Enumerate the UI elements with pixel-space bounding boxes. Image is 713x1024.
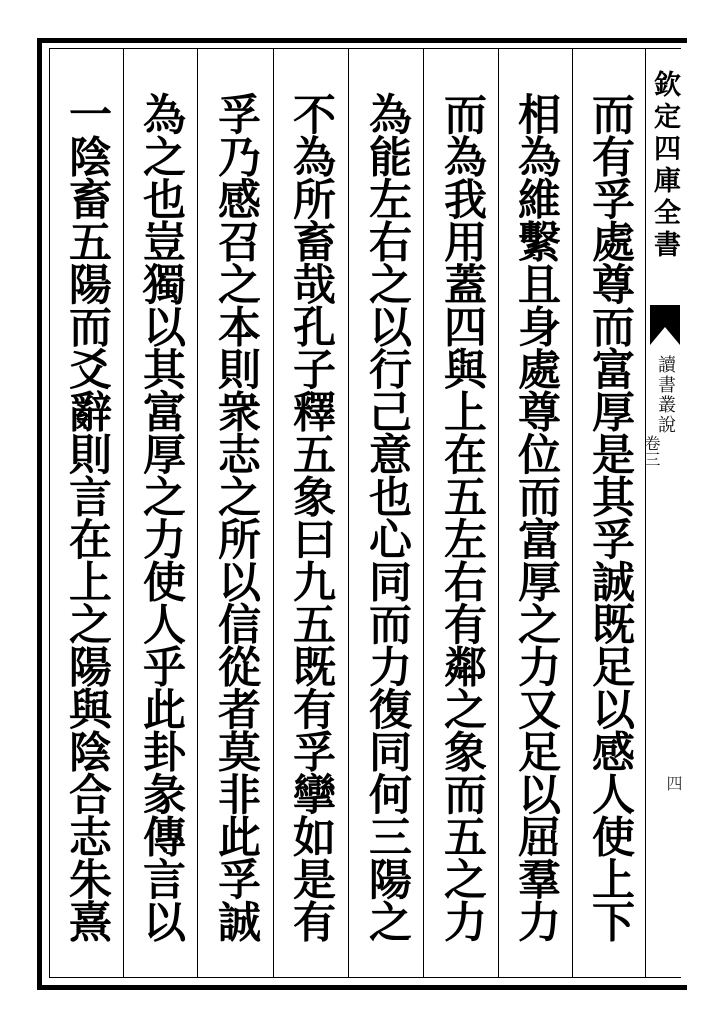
fish-tail-mark (650, 305, 680, 350)
collection-title: 欽定四庫全書 (649, 70, 680, 262)
column-rule (123, 48, 124, 978)
text-column-8: 一陰畜五陽而爻辭則言在上之陽與陰合志朱熹 (62, 92, 112, 942)
column-rule (572, 48, 573, 978)
book-title: 讀書叢說 (655, 355, 676, 435)
text-column-6: 孚乃感召之本則衆志之所以信從者莫非此孚誠 (211, 92, 261, 942)
column-rule (348, 48, 349, 978)
text-column-5: 不為所畜哉孔子釋五象曰九五既有孚攣如是有 (286, 92, 336, 942)
text-column-4: 為能左右之以行己意也心同而力復同何三陽之 (362, 92, 412, 942)
column-rule (423, 48, 424, 978)
column-rule (273, 48, 274, 978)
text-column-1: 而有孚處尊而富厚是其孚誠既足以感人使上下 (585, 92, 635, 942)
text-column-2: 相為維繫且身處尊位而富厚之力又足以屈羣力 (511, 92, 561, 942)
column-rule (197, 48, 198, 978)
volume-number: 卷三 (642, 435, 661, 467)
column-rule (498, 48, 499, 978)
text-column-7: 為之也豈獨以其富厚之力使人乎此卦彖傳言以 (136, 92, 186, 942)
page-number: 四 (664, 775, 683, 791)
text-column-3: 而為我用蓋四與上在五左右有鄰之象而五之力 (437, 92, 487, 942)
